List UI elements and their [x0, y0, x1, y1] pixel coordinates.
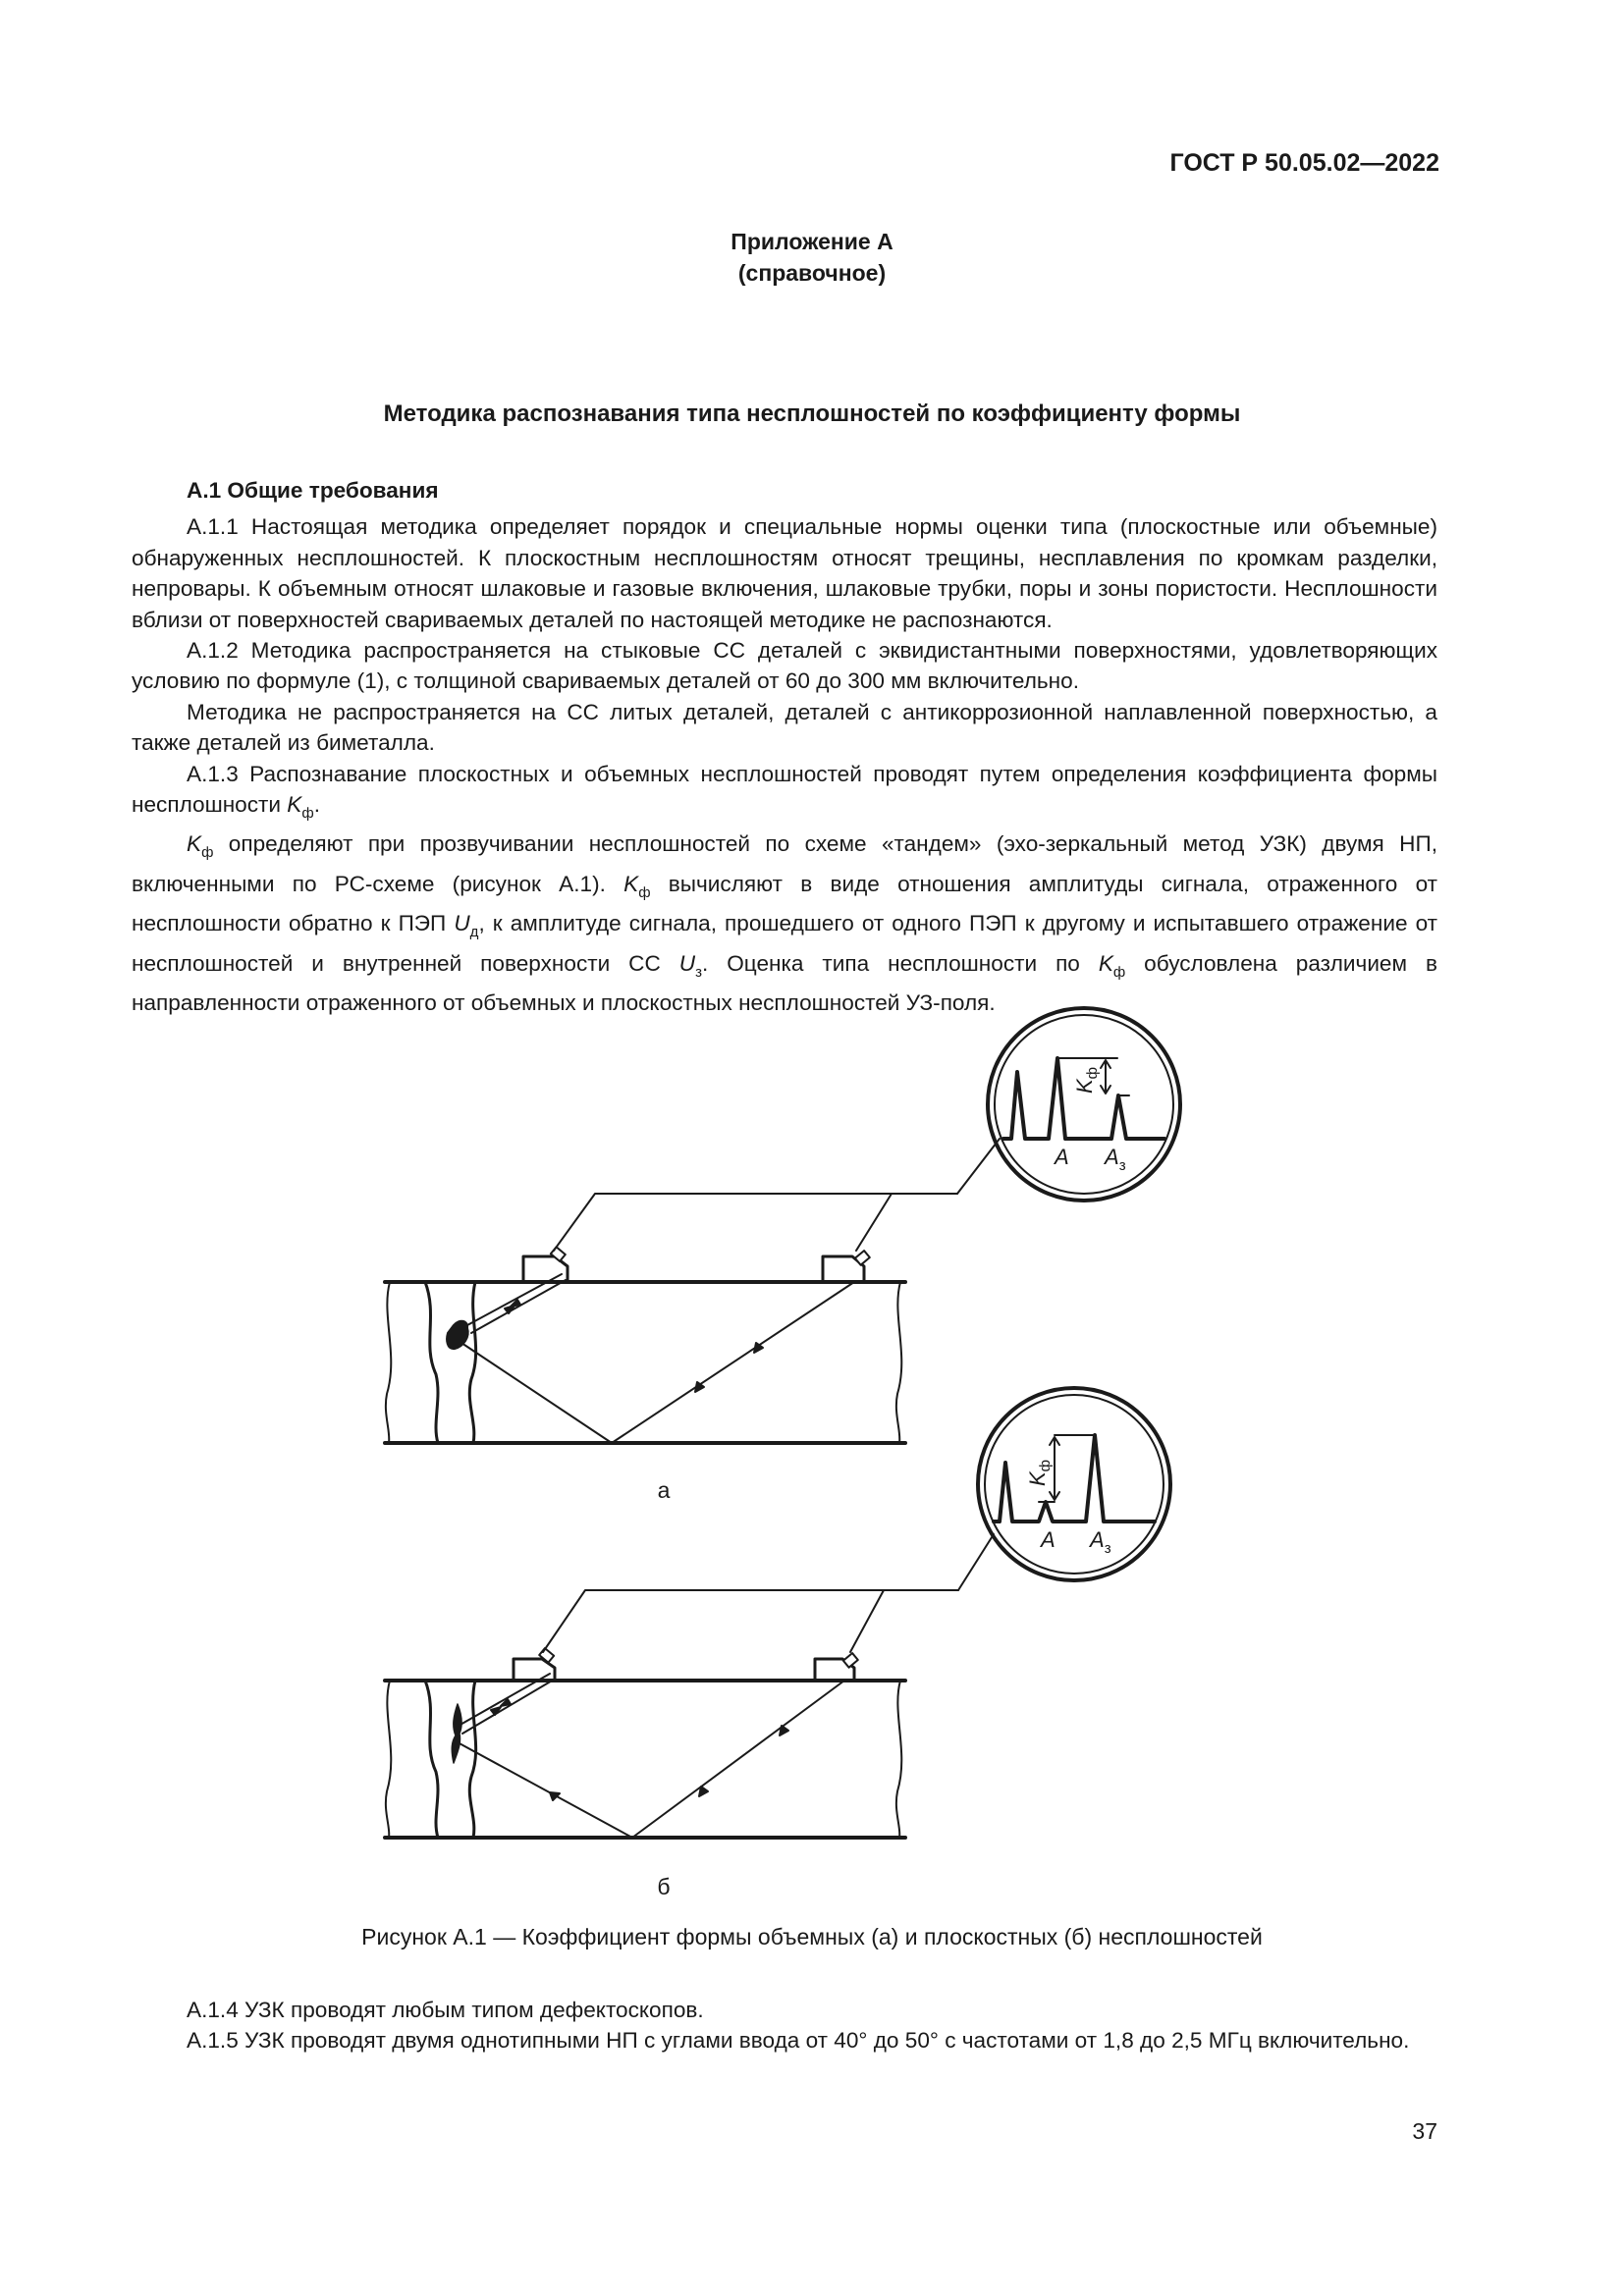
paragraph-a-1-2: А.1.2 Методика распространяется на стыковые СС деталей с эквидистантными поверхностями, удовлетворяющих условию по формуле (1), с толщиной свариваемых деталей от 60 до 300 мм включительно.	[132, 638, 1437, 694]
figure-caption: Рисунок А.1 — Коэффициент формы объемных (а) и плоскостных (б) несплошностей	[361, 1924, 1263, 1949]
scope-display-b	[978, 1388, 1170, 1580]
probe-right-a	[823, 1251, 870, 1282]
paragraph-scope-exclusions: Методика не распространяется на СС литых деталей, деталей с антикоррозионной наплавленной поверхностью, а также деталей из биметалла.	[132, 699, 1437, 756]
scope-b-label-A3: $A_з$	[1090, 1527, 1111, 1557]
document-number: ГОСТ Р 50.05.02—2022	[1169, 149, 1439, 177]
weld-plate-a	[385, 1282, 905, 1443]
scope-b-kf-label: $K_ф$	[1025, 1459, 1054, 1486]
subfigure-label-b: б	[657, 1874, 671, 1899]
scope-b-label-A: A	[1041, 1527, 1056, 1552]
diagram-a	[385, 1008, 1180, 1443]
scope-a-label-A3: $A_з$	[1105, 1145, 1126, 1174]
section-heading: А.1 Общие требования	[187, 478, 439, 503]
paragraph-a-1-4: А.1.4 УЗК проводят любым типом дефектоскопов.	[187, 1998, 704, 2022]
planar-flaw	[452, 1704, 461, 1763]
body-text-lower	[132, 1995, 1437, 2056]
paragraph-a-1-3: А.1.3 Распознавание плоскостных и объемных несплошностей проводят путем определения коэффициента формы несплошности $K_ф$.	[132, 761, 1437, 823]
paragraph-kf-definition: $K_ф$ определяют при прозвучивании несплошностей по схеме «тандем» (эхо-зеркальный метод УЗК) двумя НП, включенными по РС-схеме (рисунок А.1). $K_ф$ вычисляют в виде отношения амплитуды сигнала, отраженного от несплошности обратно к ПЭП $U_д$, к амплитуде сигнала, прошедшего от одного ПЭП к другому и испытавшего отражение от несплошностей и внутренней поверхности СС $U_з$. Оценка типа несплошности по $K_ф$ обусловлена различием в направленности отраженного от объемных и плоскостных несплошностей УЗ-поля.	[132, 831, 1437, 1016]
method-title: Методика распознавания типа несплошностей по коэффициенту формы	[383, 400, 1241, 427]
probe-right-b	[815, 1653, 858, 1681]
paragraph-a-1-5: А.1.5 УЗК проводят двумя однотипными НП с углами ввода от 40° до 50° с частотами от 1,8 до 2,5 МГц включительно.	[187, 2028, 1410, 2054]
beam-paths-b	[458, 1674, 844, 1838]
paragraph-a-1-1: А.1.1 Настоящая методика определяет порядок и специальные нормы оценки типа (плоскостные или объемные) обнаруженных несплошностей. К плоскостным несплошностям относят трещины, несплавления по кромкам разделки, непровары. К объемным относят шлаковые и газовые включения, шлаковые трубки, поры и зоны пористости. Несплошности вблизи от поверхностей свариваемых деталей по настоящей методике не распознаются.	[132, 514, 1437, 632]
annex-type: (справочное)	[737, 260, 887, 286]
probe-left-a	[523, 1247, 568, 1282]
cable-b	[543, 1590, 884, 1652]
weld-plate-b	[385, 1681, 905, 1838]
scope-a-kf-label: $K_ф$	[1072, 1066, 1101, 1094]
cable-a	[554, 1194, 892, 1251]
subfigure-label-a: а	[657, 1477, 671, 1503]
page-number: 37	[1412, 2118, 1437, 2144]
diagram-b	[385, 1388, 1170, 1838]
beam-paths-a	[461, 1274, 854, 1443]
scope-display-a	[988, 1008, 1180, 1201]
probe-left-b	[514, 1648, 555, 1681]
scope-a-label-A: A	[1055, 1145, 1069, 1169]
annex-title: Приложение А	[731, 229, 893, 254]
